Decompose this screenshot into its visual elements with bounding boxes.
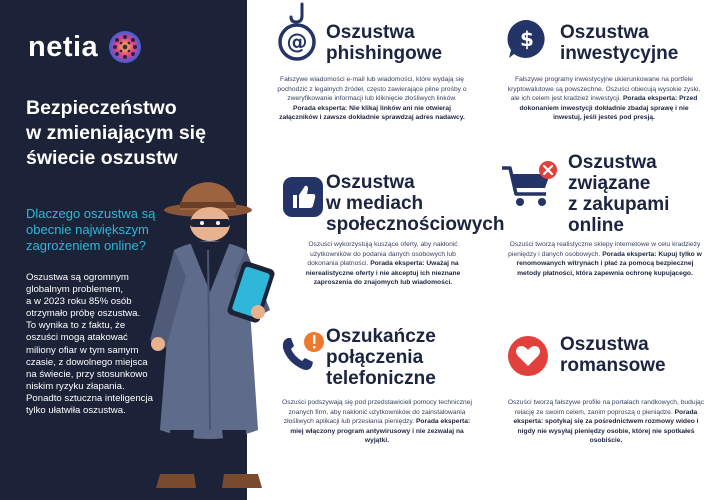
expert-tip: Porada eksperta: Kupuj tylko w renomowanych witrynach i płać za pomocą bezpiecznej metody płatności, która zapewnia ochronę kupującego. (516, 250, 702, 277)
body-line: miliony ofiar w tym samym (26, 344, 139, 356)
svg-text:$: $ (520, 27, 534, 51)
title-line: społecznościowych (326, 214, 505, 235)
expert-tip: Porada eksperta: spotykaj się za pośrednictwem rozmowy wideo i nigdy nie wysyłaj pieniędzy osobie, której nie spotkałeś osobiście. (513, 408, 699, 445)
shopping-cart-icon (500, 160, 562, 210)
body-line: oszuści mogą atakować (26, 332, 128, 344)
title-line: romansowe (560, 355, 666, 376)
section-text: Oszuści podszywają się pod przedstawicieli pomocy technicznej znanych firm, aby nakłonić użytkowników do zainstalowania złośliwych aplikacji lub przesłania pieniędzy. (282, 399, 472, 426)
body-line: otrzymało próbę oszustwa. (26, 308, 141, 320)
title-line: Oszustwa (568, 152, 657, 173)
subheading-line: obecnie największym (26, 222, 149, 237)
title-line: telefoniczne (326, 368, 436, 389)
thumbs-up-icon (282, 176, 324, 218)
phone-alert-icon (278, 330, 326, 374)
at-hook-icon (272, 2, 322, 62)
body-line: a w 2023 roku 85% osób (26, 296, 132, 308)
social-media-title (326, 172, 516, 235)
main-title (26, 96, 241, 171)
title-line: online (568, 215, 624, 236)
phishing-body (276, 75, 468, 123)
shopping-title (568, 152, 718, 236)
section-text: Oszuści tworzą realistyczne sklepy internetowe w celu kradzieży pieniędzy i danych osobowych. (508, 241, 701, 258)
heart-icon (506, 334, 550, 378)
phishing-title (326, 22, 496, 64)
body-line: Oszustwa są ogromnym (26, 272, 129, 283)
shopping-body (505, 240, 705, 278)
investment-title (560, 22, 720, 64)
phone-calls-title (326, 326, 486, 389)
phone-calls-body (282, 398, 472, 446)
romance-body (506, 398, 706, 446)
title-line: połączenia (326, 347, 424, 368)
expert-tip: Porada eksperta: Nie klikaj linków ani nie otwieraj załączników i zawsze dokładnie sprawdzaj adres nadawcy. (279, 104, 465, 122)
subheading-line: Dlaczego oszustwa są (26, 206, 156, 221)
body-line: na świecie, przy stosunkowo (26, 368, 148, 380)
body-line: niskim ryzyku złapania. (26, 380, 125, 392)
main-title-line: świecie oszustw (26, 147, 178, 169)
section-text: Fałszywe programy inwestycyjne ukierunkowane na portfele kryptowalutowe są powszechne. Oszuści obiecują wysokie zyski, ale ich celem jest kradzież inwestycji. (507, 76, 701, 103)
body-line: czasie, z dowolnego miejsca (26, 356, 148, 368)
expert-tip: Porada eksperta: miej włączony program antywirusowy i nie zezwalaj na wyjątki. (290, 418, 471, 445)
section-text: Oszuści wykorzystują kuszące oferty, aby nakłonić użytkowników do podania danych osobowych lub dokonania płatności. (307, 241, 458, 268)
title-line: phishingowe (326, 43, 443, 64)
title-line: Oszustwa (326, 172, 415, 193)
dollar-bubble-icon (506, 18, 548, 60)
body-line: To wynika to z faktu, że (26, 320, 126, 332)
body-line: globalnym problemem, (26, 284, 124, 296)
investment-body (506, 75, 702, 123)
body-line: tylko ułatwiła oszustwa. (26, 405, 126, 417)
section-text: Fałszywe wiadomości e-mail lub wiadomości, które wydają się pochodzić z legalnych źródeł, często zawierające pilne prośby o zweryfikowanie informacji lub kliknięcie złośliwych linków. (277, 76, 467, 103)
title-line: Oszustwa (560, 334, 649, 355)
main-title-line: Bezpieczeństwo (26, 97, 177, 119)
section-text: Oszuści tworzą fałszywe profile na portalach randkowych, budując relację ze swoim celem, zanim poproszą o pieniądze. (507, 399, 705, 416)
title-line: z zakupami (568, 194, 670, 215)
title-line: związane (568, 173, 651, 194)
svg-text:@: @ (286, 30, 308, 54)
body-line: Ponadto sztuczna inteligencja (26, 392, 153, 404)
romance-title (560, 334, 720, 376)
netia-logo-mark-icon (108, 30, 142, 64)
title-line: w mediach (326, 193, 424, 214)
social-media-body (298, 240, 468, 288)
subheading-line: zagrożeniem online? (26, 238, 146, 253)
title-line: Oszukańcze (326, 326, 436, 347)
expert-tip: Porada eksperta: Przed dokonaniem inwestycji dokładnie zbadaj sprawę i nie inwestuj, jeśli jesteś pod presją. (519, 95, 698, 122)
main-title-line: w zmieniającym się (26, 122, 206, 144)
logo-text: netia (28, 30, 99, 63)
title-line: Oszustwa (326, 22, 415, 43)
title-line: inwestycyjne (560, 43, 679, 64)
expert-tip: Porada eksperta: Uważaj na nierealistyczne oferty i nie akceptuj ich nieznane zaproszenia do znajomych lub wiadomości. (305, 260, 461, 287)
title-line: Oszustwa (560, 22, 649, 43)
netia-logo (28, 30, 142, 64)
